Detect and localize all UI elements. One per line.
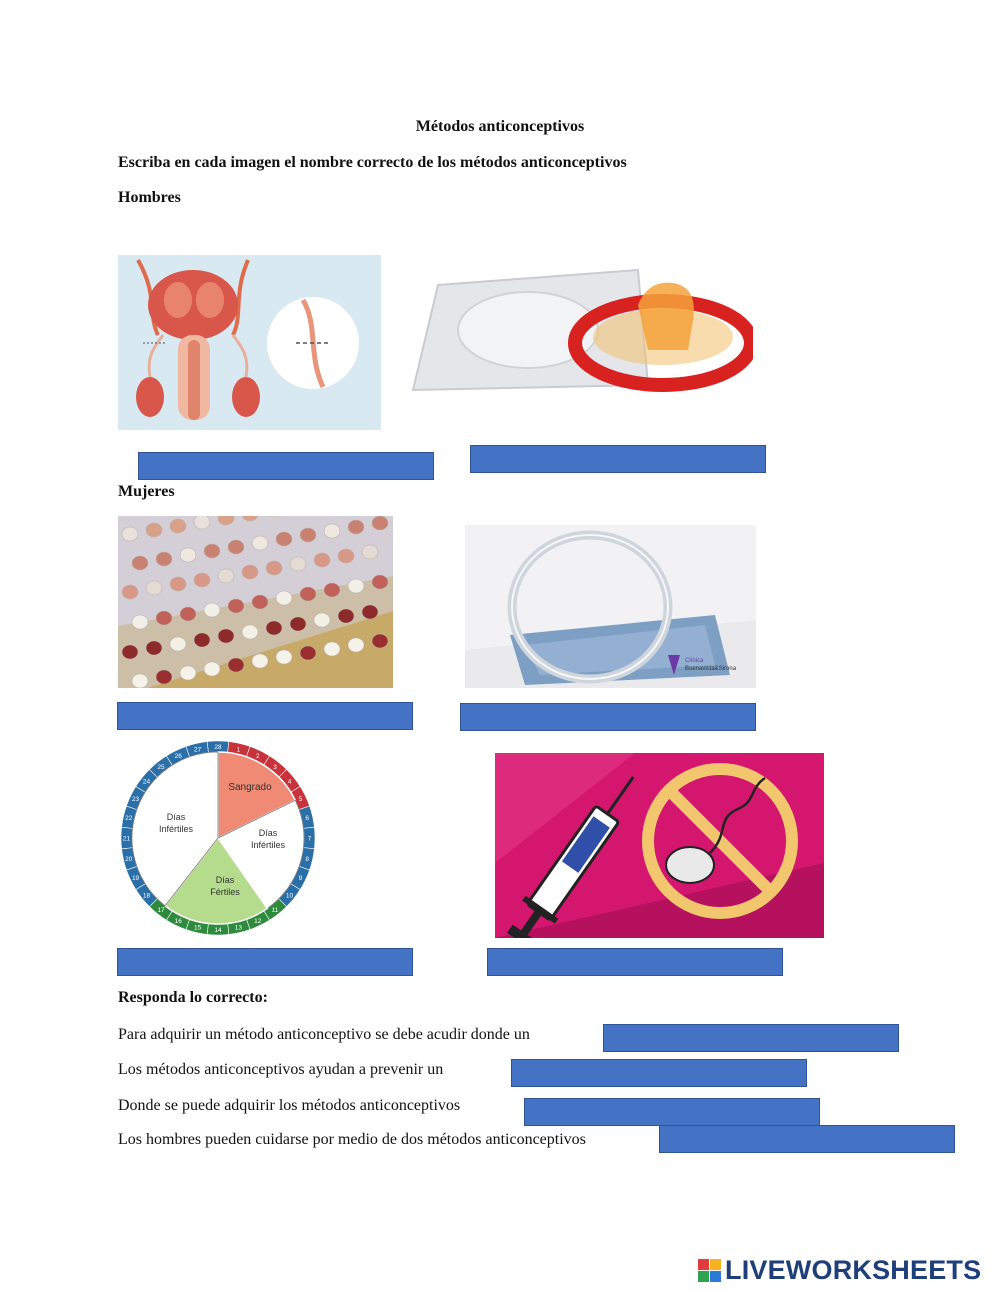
calendar-day-number: 3 [273, 763, 277, 771]
answer-box-condom[interactable] [470, 445, 766, 473]
pill [170, 519, 186, 533]
vaginal-ring-image [465, 525, 756, 688]
calendar-day-number: 2 [255, 753, 260, 761]
answer-box-question-2[interactable] [511, 1059, 807, 1087]
logo-square [710, 1271, 721, 1282]
pill [252, 536, 268, 550]
pill [252, 595, 268, 609]
liveworksheets-logo [698, 1257, 998, 1287]
answer-box-vasectomy[interactable] [138, 452, 434, 480]
pill [266, 621, 282, 635]
answer-box-question-4[interactable] [659, 1125, 955, 1153]
pill [290, 557, 306, 571]
pill [194, 573, 210, 587]
answer-box-question-3[interactable] [524, 1098, 820, 1126]
calendar-day-number: 23 [131, 795, 140, 803]
pill [338, 609, 354, 623]
pill [122, 645, 138, 659]
calendar-day-number: 19 [131, 875, 140, 883]
pill [132, 674, 148, 688]
calendar-day-number: 25 [157, 763, 165, 771]
pill [218, 629, 234, 643]
pill [194, 633, 210, 647]
logo-square [698, 1271, 709, 1282]
logo-square [710, 1259, 721, 1270]
calendar-day-number: 26 [174, 753, 182, 761]
pill [146, 581, 162, 595]
pill [290, 617, 306, 631]
answer-box-question-1[interactable] [603, 1024, 899, 1052]
label-fertile: Días Fértiles [210, 875, 240, 897]
pill [242, 565, 258, 579]
calendar-day-number: 15 [194, 924, 202, 932]
calendar-day-number: 8 [305, 855, 310, 863]
pill [348, 638, 364, 652]
injection-image [495, 753, 824, 938]
watermark-line1: Clínica [685, 658, 704, 664]
pill [300, 587, 316, 601]
calendar-day-number: 18 [142, 892, 151, 900]
calendar-day-number: 20 [125, 855, 133, 863]
section-questions-heading: Responda lo correcto: [118, 989, 268, 1006]
pill [132, 556, 148, 570]
pills-image [118, 516, 393, 688]
pill [228, 658, 244, 672]
calendar-day-number: 24 [142, 778, 151, 786]
pill [300, 646, 316, 660]
label-infertile-right: Días Infértiles [250, 828, 286, 850]
answer-box-injection[interactable] [487, 948, 783, 976]
pill [132, 615, 148, 629]
pill [276, 650, 292, 664]
watermark-line2: Buenavista&Sirona [685, 666, 737, 672]
calendar-day-number: 16 [174, 917, 182, 925]
section-men-heading: Hombres [118, 189, 181, 206]
pill [170, 577, 186, 591]
calendar-day-number: 27 [194, 746, 202, 754]
vasectomy-image [118, 255, 381, 430]
pill [300, 528, 316, 542]
calendar-day-number: 5 [298, 795, 303, 803]
calendar-day-number: 9 [298, 875, 303, 883]
pill [276, 591, 292, 605]
pill [242, 625, 258, 639]
calendar-method-image [118, 738, 318, 938]
answer-box-pills[interactable] [117, 702, 413, 730]
logo-brand-text: LIVEWORKSHEETS [725, 1255, 982, 1285]
calendar-day-number: 14 [214, 927, 222, 934]
pill [194, 516, 210, 529]
pill [180, 607, 196, 621]
pill [252, 654, 268, 668]
pill [338, 549, 354, 563]
calendar-day-number: 28 [214, 744, 222, 751]
pill [324, 524, 340, 538]
label-bleeding: Sangrado [228, 782, 272, 793]
answer-box-calendar[interactable] [117, 948, 413, 976]
pill [228, 599, 244, 613]
pill [324, 642, 340, 656]
question-3-text: Donde se puede adquirir los métodos anticonceptivos [118, 1097, 461, 1114]
pill [146, 641, 162, 655]
pill [170, 637, 186, 651]
calendar-day-number: 10 [285, 892, 294, 900]
pill [204, 662, 220, 676]
pill [324, 583, 340, 597]
pill [122, 527, 138, 541]
pill [348, 520, 364, 534]
pill [348, 579, 364, 593]
pill [156, 552, 172, 566]
calendar-day-number: 1 [236, 746, 241, 754]
pill [156, 611, 172, 625]
page-title: Métodos anticonceptivos [415, 118, 585, 135]
calendar-day-number: 13 [234, 924, 242, 932]
calendar-day-number: 22 [125, 815, 133, 823]
section-women-heading: Mujeres [118, 483, 175, 500]
calendar-day-number: 12 [254, 917, 262, 925]
logo-mark-icon [698, 1259, 722, 1283]
pill [372, 575, 388, 589]
pill [362, 545, 378, 559]
pill [204, 603, 220, 617]
question-2-text: Los métodos anticonceptivos ayudan a prevenir un [118, 1061, 444, 1078]
answer-box-ring[interactable] [460, 703, 756, 731]
pill [218, 569, 234, 583]
calendar-day-number: 7 [307, 835, 312, 843]
logo-square [698, 1259, 709, 1270]
question-4-text: Los hombres pueden cuidarse por medio de dos métodos anticonceptivos [118, 1131, 586, 1148]
question-1-text: Para adquirir un método anticonceptivo se debe acudir donde un [118, 1026, 530, 1043]
pill [372, 634, 388, 648]
calendar-day-number: 17 [157, 907, 165, 915]
calendar-day-number: 11 [271, 907, 279, 915]
calendar-day-number: 6 [305, 815, 310, 823]
pill [180, 548, 196, 562]
pill [266, 561, 282, 575]
label-infertile-left: Días Infértiles [158, 812, 194, 834]
pill [362, 605, 378, 619]
pill [228, 540, 244, 554]
pill [180, 666, 196, 680]
pill [372, 516, 388, 530]
instruction-text: Escriba en cada imagen el nombre correcto de los métodos anticonceptivos [118, 154, 627, 171]
pill [276, 532, 292, 546]
pill [204, 544, 220, 558]
pill [314, 553, 330, 567]
calendar-day-number: 4 [287, 778, 292, 786]
pill [314, 613, 330, 627]
pill [156, 670, 172, 684]
calendar-day-number: 21 [122, 835, 131, 843]
pill [122, 585, 138, 599]
condom-image [408, 265, 753, 395]
pill [146, 523, 162, 537]
